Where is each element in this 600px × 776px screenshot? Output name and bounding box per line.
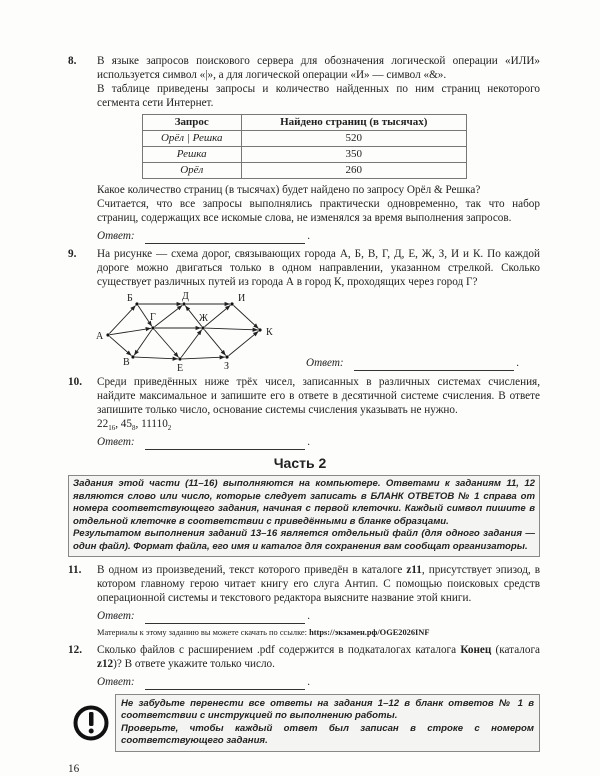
- table-row: [143, 163, 467, 179]
- page-number: 16: [68, 762, 80, 775]
- city-label: Б: [127, 293, 133, 304]
- city-node: [225, 355, 228, 358]
- city-node: [151, 326, 154, 329]
- city-node: [135, 302, 138, 305]
- table-header: Найдено страниц (в тысячах): [241, 115, 467, 131]
- warning: [68, 694, 540, 752]
- answer-label: Ответ:: [97, 230, 135, 242]
- city-node: [258, 328, 261, 331]
- warning-box: [115, 694, 540, 752]
- task-text: Среди приведённых ниже трёх чисел, записанных в различных системах счисления, найдите максимальное и запишите его в ответе в десятичной системе счисления. В ответе запишите только число, основание системы счисления указывать не нужно.: [97, 376, 540, 416]
- city-label: А: [96, 331, 104, 342]
- city-label: Ж: [199, 313, 208, 324]
- instruction-text: Задания этой части (11–16) выполняются на компьютере. Ответами к заданиям 11, 12 являются слово или число, которые следует записать в БЛАНК ОТВЕТОВ № 1 справа от номера соответствующего задания, начиная с первой клеточки. Каждый символ пишите в отдельной клеточке в соответствии с приведёнными в бланке образцами.: [73, 478, 535, 527]
- task-12: [68, 643, 540, 690]
- table-cell: 350: [241, 147, 467, 163]
- road-edge-Е-З: [182, 357, 225, 359]
- task-9: [68, 247, 540, 373]
- answer-label: Ответ:: [97, 609, 135, 622]
- city-label: Г: [150, 312, 156, 323]
- numbers-list: $22_{16}$, $45_8$, $11110_2$: [97, 418, 172, 433]
- warning-text: Не забудьте перенести все ответы на задания 1–12 в бланк ответов № 1 в соответствии с инструкцией по выполнению работы.: [121, 697, 534, 722]
- table-cell: Решка: [143, 147, 242, 163]
- task-11: [68, 563, 540, 638]
- road-edge-Е-Ж: [181, 330, 202, 358]
- road-graph: [90, 291, 280, 373]
- city-label: И: [238, 293, 246, 304]
- table-cell: Орёл | Решка: [143, 131, 242, 147]
- part-2-instructions: [68, 475, 540, 557]
- city-label: В: [123, 357, 130, 368]
- road-edge-Ж-З: [204, 330, 225, 356]
- task-number: 11.: [68, 563, 82, 576]
- city-node: [230, 302, 233, 305]
- answer-field-10[interactable]: Ответ: .: [97, 436, 311, 448]
- answer-label: Ответ:: [306, 357, 344, 369]
- city-node: [201, 326, 204, 329]
- table-row: [143, 131, 467, 147]
- task-8: [68, 54, 540, 244]
- task-number: 9.: [68, 248, 77, 260]
- road-edge-Г-Д: [155, 305, 183, 327]
- road-edge-В-Е: [135, 357, 178, 359]
- task-text: Сколько файлов с расширением .pdf содержится в подкаталогах каталога Конец (каталога z12)? В ответе укажите только число.: [97, 643, 540, 670]
- table-header: Запрос: [143, 115, 242, 131]
- task-number: 8.: [68, 55, 77, 67]
- city-label: К: [266, 327, 273, 338]
- task-text: В таблице приведены запросы и количество найденных по ним страниц некоторого сегмента сети Интернет.: [97, 83, 540, 109]
- table-cell: Орёл: [143, 163, 242, 179]
- answer-label: Ответ:: [97, 436, 135, 448]
- city-label: З: [224, 361, 230, 372]
- road-edge-Ж-К: [205, 328, 258, 330]
- answer-label: Ответ:: [97, 675, 135, 688]
- part-2-heading: Часть 2: [273, 455, 327, 471]
- table-cell: 520: [241, 131, 467, 147]
- road-edge-А-Г: [110, 328, 151, 334]
- road-edge-И-К: [233, 305, 258, 328]
- road-edge-Ж-И: [205, 305, 231, 326]
- materials-note: Материалы к этому заданию вы можете скачать по ссылке: https://экзамен.рф/OGE2026INF: [97, 627, 430, 637]
- answer-field-11[interactable]: Ответ: .: [97, 609, 311, 622]
- task-10: [68, 375, 540, 450]
- task-number: 10.: [68, 376, 82, 388]
- road-edge-Г-В: [134, 330, 152, 356]
- task-text: В языке запросов поискового сервера для обозначения логической операции «ИЛИ» используется символ «|», а для логической операции «И» — символ «&».: [97, 55, 540, 81]
- materials-link[interactable]: https://экзамен.рф/OGE2026INF: [309, 627, 430, 637]
- task-text: В одном из произведений, текст которого приведён в каталоге z11, присутствует эпизод, в котором главному герою читает книгу его слуга Антип. С помощью поисковых средств операционной системы и текстового редактора выясните название этой книги.: [97, 563, 540, 604]
- warning-text: Проверьте, чтобы каждый ответ был записан в строке с номером соответствующего задания.: [121, 722, 534, 747]
- instruction-text: Результатом выполнения заданий 13–16 является отдельный файл (для одного задания — один файл). Формат файла, его имя и каталог для сохранения вам сообщат организаторы.: [73, 528, 535, 552]
- city-label: Е: [177, 363, 184, 373]
- query-table: [142, 114, 467, 179]
- city-node: [106, 333, 109, 336]
- city-label: Д: [182, 291, 189, 302]
- road-edge-З-К: [229, 331, 259, 355]
- task-text: Считается, что все запросы выполнялись практически одновременно, так что набор страниц, содержащих все искомые слова, не изменялся за время выполнения запросов.: [97, 198, 540, 224]
- task-number: 12.: [68, 643, 82, 656]
- road-edge-А-Б: [109, 305, 135, 333]
- road-edge-Г-Е: [154, 330, 178, 358]
- answer-field-12[interactable]: Ответ: .: [97, 675, 311, 688]
- city-node: [182, 302, 185, 305]
- exclamation-icon: [73, 705, 109, 741]
- answer-field-9[interactable]: Ответ: .: [306, 357, 520, 369]
- city-node: [178, 357, 181, 360]
- table-cell: 260: [241, 163, 467, 179]
- table-row: [143, 147, 467, 163]
- road-edge-А-В: [110, 336, 132, 355]
- answer-field-8[interactable]: Ответ: .: [97, 230, 311, 242]
- task-text: На рисунке — схема дорог, связывающих города А, Б, В, Г, Д, Е, Ж, З, И и К. По каждой дороге можно двигаться только в одном направлении, указанном стрелкой. Сколько существует различных путей из города А в город К, проходящих через город Г?: [97, 248, 540, 288]
- task-text: Какое количество страниц (в тысячах) будет найдено по запросу Орёл & Решка?: [97, 184, 481, 196]
- city-node: [131, 355, 134, 358]
